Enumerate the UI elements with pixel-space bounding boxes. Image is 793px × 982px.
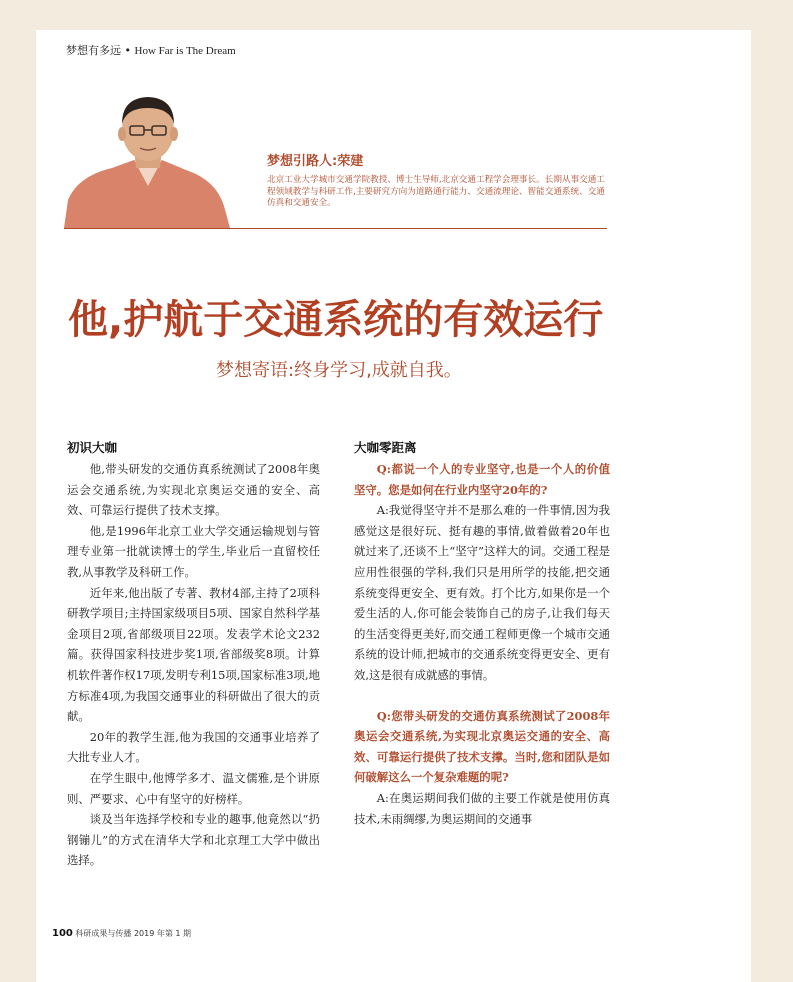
paragraph: 他,是1996年北京工业大学交通运输规划与管理专业第一批就读博士的学生,毕业后一直留校任教,从事教学及科研工作。 xyxy=(67,523,320,579)
paragraph: 他,带头研发的交通仿真系统测试了2008年奥运会交通系统,为实现北京奥运交通的安全、高效、可靠运行提供了技术支撑。 xyxy=(67,462,320,518)
paragraph: 20年的教学生涯,他为我国的交通事业培养了大批专业人才。 xyxy=(67,729,320,765)
publication-name: 科研成果与传播 2019 年第 1 期 xyxy=(75,929,192,938)
page-number: 100 xyxy=(52,928,73,939)
article-headline: 他,护航于交通系统的有效运行 xyxy=(68,297,604,343)
question-2: Q:您带头研发的交通仿真系统测试了2008年奥运会交通系统,为实现北京奥运交通的安全、高效、可靠运行提供了技术支撑。当时,您和团队是如何破解这么一个复杂难题的呢? xyxy=(354,708,610,785)
article-motto: 梦想寄语:终身学习,成就自我。 xyxy=(216,360,462,381)
paragraph: 谈及当年选择学校和专业的趣事,他竟然以“扔钢镚儿”的方式在清华大学和北京理工大学中做出选择。 xyxy=(67,812,320,868)
spacer xyxy=(354,686,610,706)
page-footer xyxy=(52,928,191,939)
magazine-page xyxy=(36,30,751,982)
question-1: Q:都说一个人的专业坚守,也是一个人的价值坚守。您是如何在行业内坚守20年的? xyxy=(354,462,610,497)
portrait-photo xyxy=(64,88,230,228)
running-head xyxy=(66,42,236,58)
separator: • xyxy=(124,44,131,57)
section-title-intro: 初识大咖 xyxy=(67,440,118,455)
answer-2: A:在奥运期间我们做的主要工作就是使用仿真技术,未雨绸缪,为奥运期间的交通事 xyxy=(354,790,610,826)
bio-title: 梦想引路人:荣建 xyxy=(267,154,364,169)
bio-text: 北京工业大学城市交通学院教授、博士生导师,北京交通工程学会理事长。长期从事交通工程领域教学与科研工作,主要研究方向为道路通行能力、交通流理论、智能交通系统、交通仿真和交通安全。 xyxy=(267,175,605,208)
column-name-en: How Far is The Dream xyxy=(134,45,236,57)
column-name: 梦想有多远 xyxy=(66,44,121,57)
left-column xyxy=(67,438,320,871)
paragraph: 在学生眼中,他博学多才、温文儒雅,是个讲原则、严要求、心中有坚守的好榜样。 xyxy=(67,770,320,806)
bio-divider xyxy=(64,228,607,229)
author-bio xyxy=(267,150,612,210)
section-title-interview: 大咖零距离 xyxy=(354,440,417,455)
answer-1: A:我觉得坚守并不是那么难的一件事情,因为我感觉这是很好玩、挺有趣的事情,做着做着20年也就过来了,还谈不上“坚守”这样大的词。交通工程是应用性很强的学科,我们只是用所学的技能,把交通系统变得更安全、更有效。打个比方,如果你是一个爱生活的人,你可能会装饰自己的房子,让我们每天的生活变得更美好,而交通工程师更像一个城市交通系统的设计师,把城市的交通系统变得更安全、更有效,这是很有成就感的事情。 xyxy=(354,503,610,682)
paragraph: 近年来,他出版了专著、教材4部,主持了2项科研教学项目;主持国家级项目5项、国家自然科学基金项目2项,省部级项目22项。发表学术论文232篇。获得国家科技进步奖1项,省部级奖8项。计算机软件著作权17项,发明专利15项,国家标准3项,地方标准4项,为我国交通事业的科研做出了很大的贡献。 xyxy=(67,585,320,724)
right-column xyxy=(354,438,610,829)
